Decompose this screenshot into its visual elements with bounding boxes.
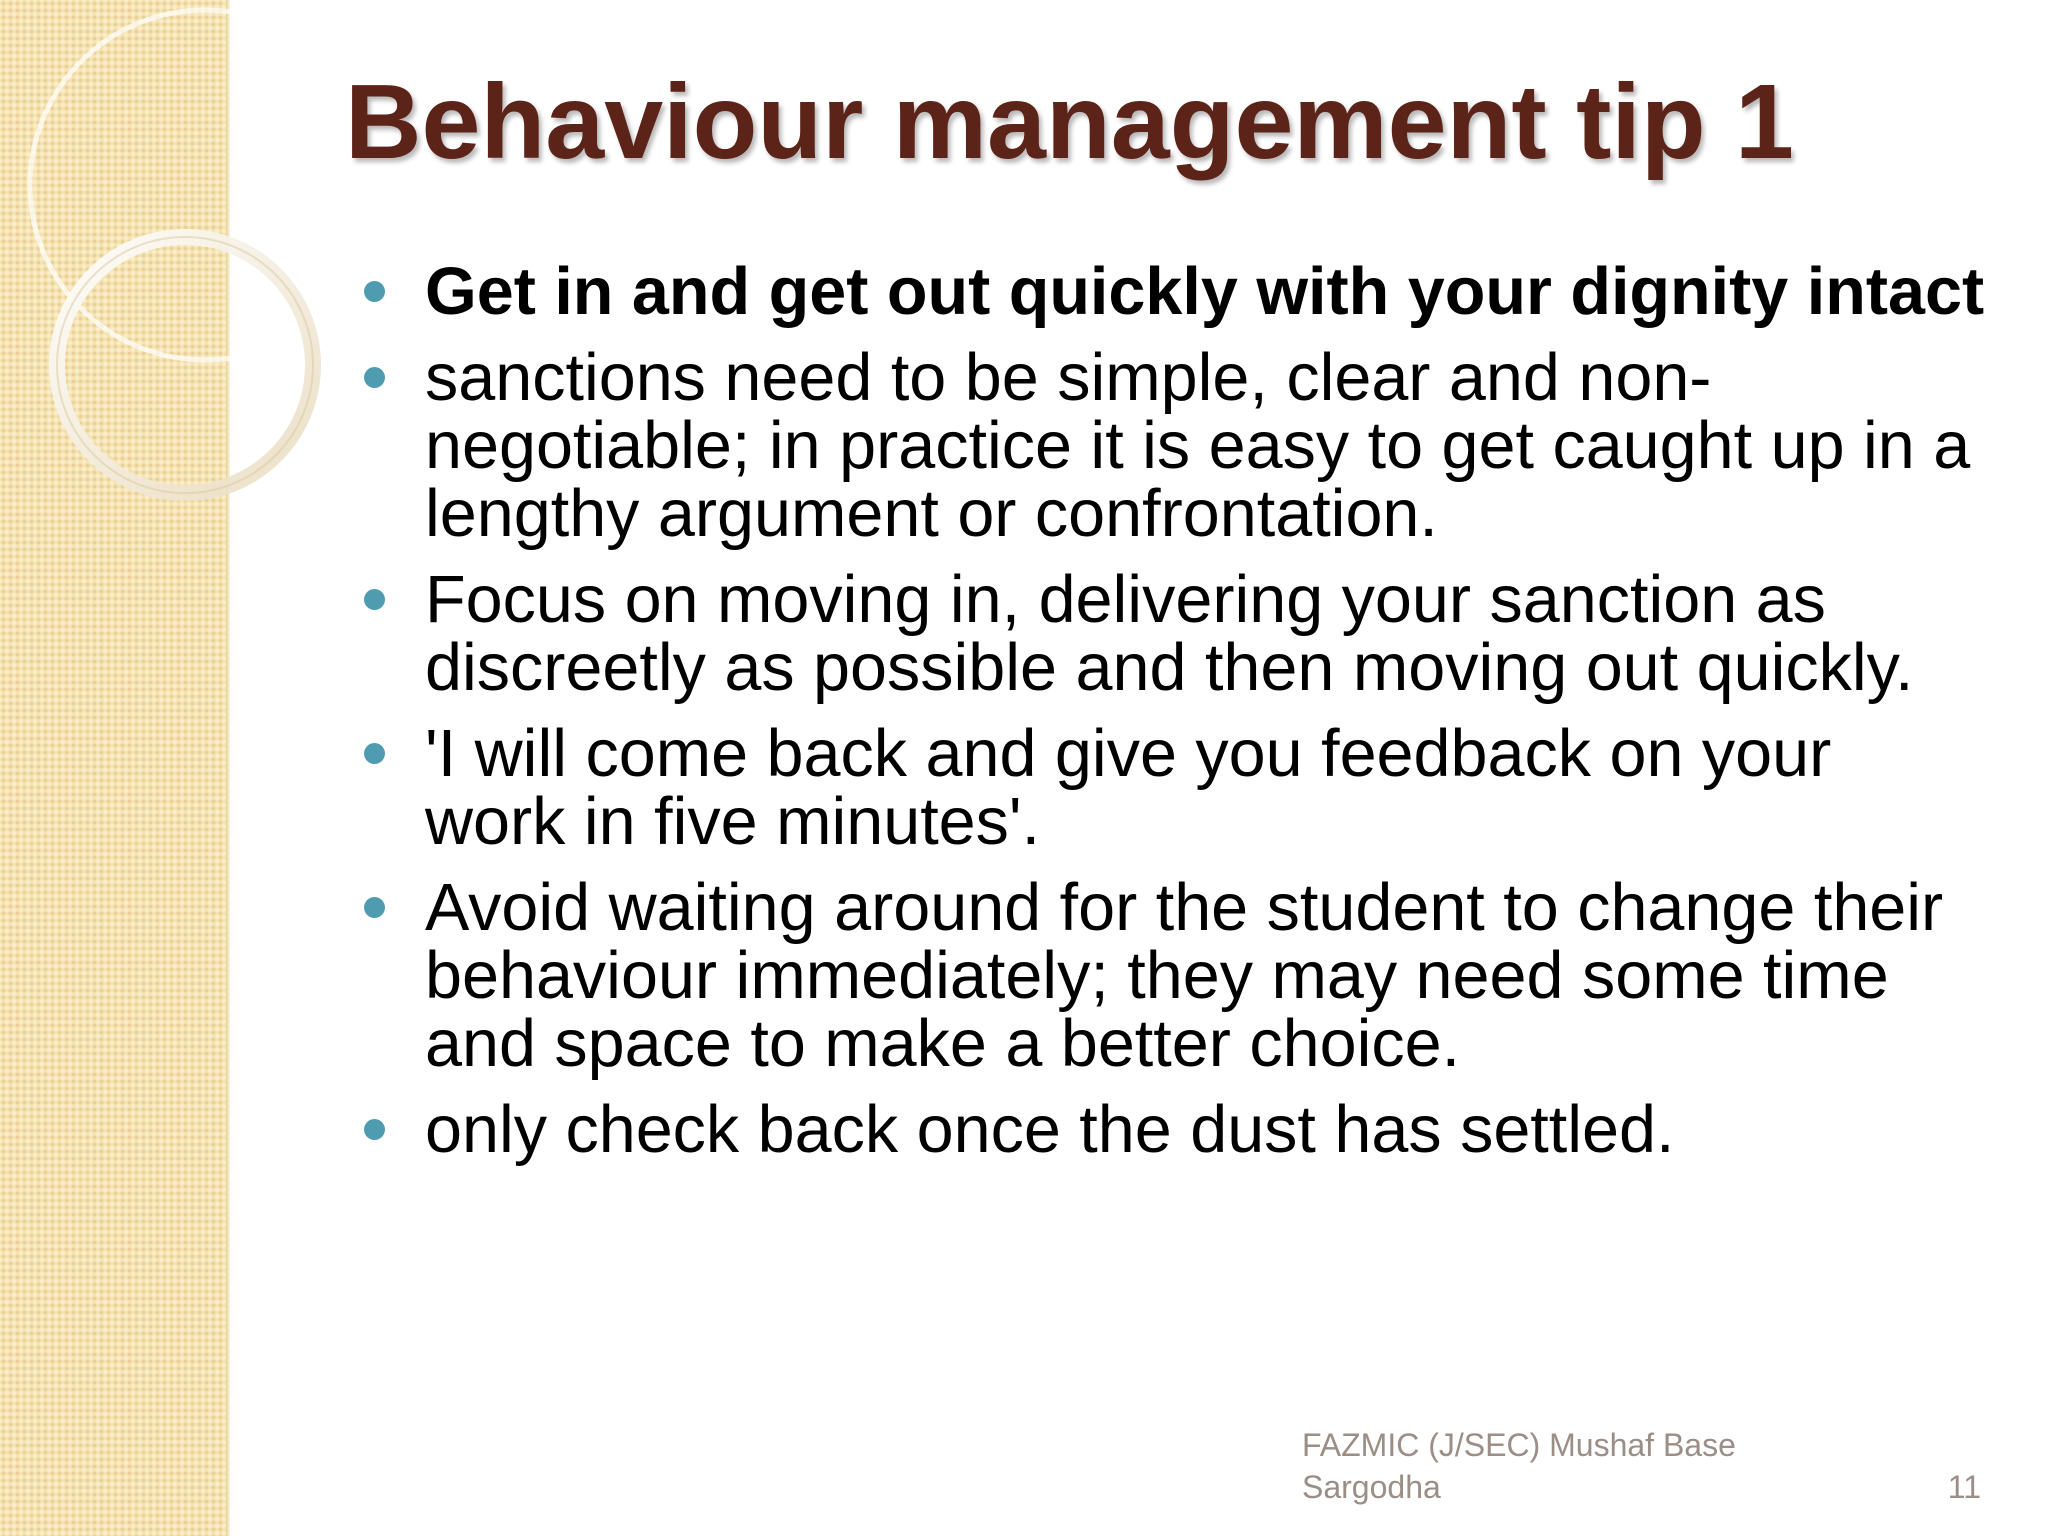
list-item: [425, 341, 1985, 551]
ring-decoration: [0, 0, 400, 560]
bullet-dot-icon: [364, 367, 385, 388]
list-item: [425, 871, 1985, 1081]
bullet-dot-icon: [364, 281, 385, 302]
bullet-text: only check back once the dust has settled.: [425, 1093, 1675, 1167]
bullet-text: sanctions need to be simple, clear and non-negotiable; in practice it is easy to get caught up in a lengthy argument or confrontation.: [425, 341, 1971, 551]
bullet-dot-icon: [364, 589, 385, 610]
bullet-dot-icon: [364, 1119, 385, 1140]
bullet-text: Focus on moving in, delivering your sanction as discreetly as possible and then moving out quickly.: [425, 563, 1914, 705]
bullet-dot-icon: [364, 897, 385, 918]
bullet-dot-icon: [364, 743, 385, 764]
bullet-text: Avoid waiting around for the student to change their behaviour immediately; they may need some time and space to make a better choice.: [425, 871, 1944, 1081]
list-item: [425, 255, 1985, 329]
list-item: [425, 563, 1985, 705]
bullet-text: Get in and get out quickly with your dignity intact: [425, 255, 1985, 329]
bullet-text: 'I will come back and give you feedback on your work in five minutes'.: [425, 717, 1832, 859]
footer-text: FAZMIC (J/SEC) Mushaf Base Sargodha: [1302, 1427, 1736, 1505]
list-item: [425, 717, 1985, 859]
list-item: [425, 1093, 1985, 1167]
bullet-list: [425, 255, 1985, 1182]
slide-title: Behaviour management tip 1: [345, 63, 1795, 181]
page-number: 11: [1947, 1469, 1981, 1505]
